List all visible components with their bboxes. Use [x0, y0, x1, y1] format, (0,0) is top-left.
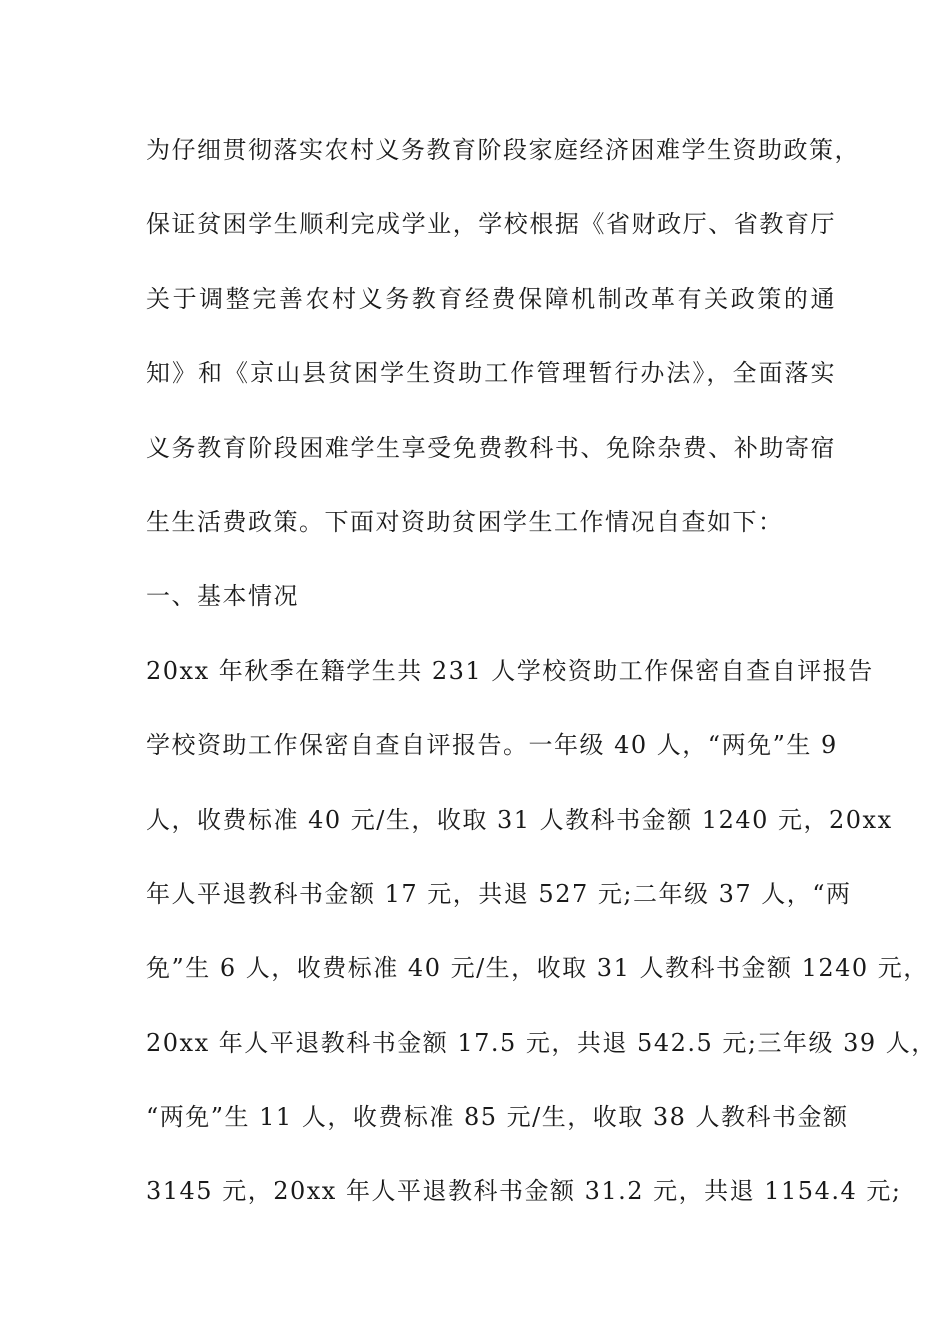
text-line-12: 免”生 6 人，收费标准 40 元/生，收取 31 人教科书金额 1240 元，	[146, 954, 929, 983]
text-line-13: 20xx 年人平退教科书金额 17.5 元，共退 542.5 元;三年级 39 人，	[146, 1028, 937, 1057]
text-line-6: 生生活费政策。下面对资助贫困学生工作情况自查如下：	[146, 507, 784, 536]
text-line-4: 知》和《京山县贫困学生资助工作管理暂行办法》，全面落实	[146, 359, 836, 388]
text-line-3: 关于调整完善农村义务教育经费保障机制改革有关政策的通	[146, 284, 836, 313]
text-line-11: 年人平退教科书金额 17 元，共退 527 元;二年级 37 人，“两	[146, 879, 852, 908]
text-line-5: 义务教育阶段困难学生享受免费教科书、免除杂费、补助寄宿	[146, 433, 836, 462]
text-line-14: “两免”生 11 人，收费标准 85 元/生，收取 38 人教科书金额	[146, 1103, 849, 1132]
section-heading: 一、基本情况	[146, 582, 299, 611]
text-line-8: 20xx 年秋季在籍学生共 231 人学校资助工作保密自查自评报告	[146, 656, 874, 685]
text-line-10: 人，收费标准 40 元/生，收取 31 人教科书金额 1240 元，20xx	[146, 805, 893, 834]
text-line-9: 学校资助工作保密自查自评报告。一年级 40 人，“两免”生 9	[146, 731, 838, 760]
text-line-1: 为仔细贯彻落实农村义务教育阶段家庭经济困难学生资助政策，	[146, 136, 860, 164]
text-line-15: 3145 元，20xx 年人平退教科书金额 31.2 元，共退 1154.4 元;	[146, 1177, 902, 1206]
text-line-2: 保证贫困学生顺利完成学业，学校根据《省财政厅、省教育厅	[146, 210, 836, 239]
body-text	[146, 128, 937, 1244]
